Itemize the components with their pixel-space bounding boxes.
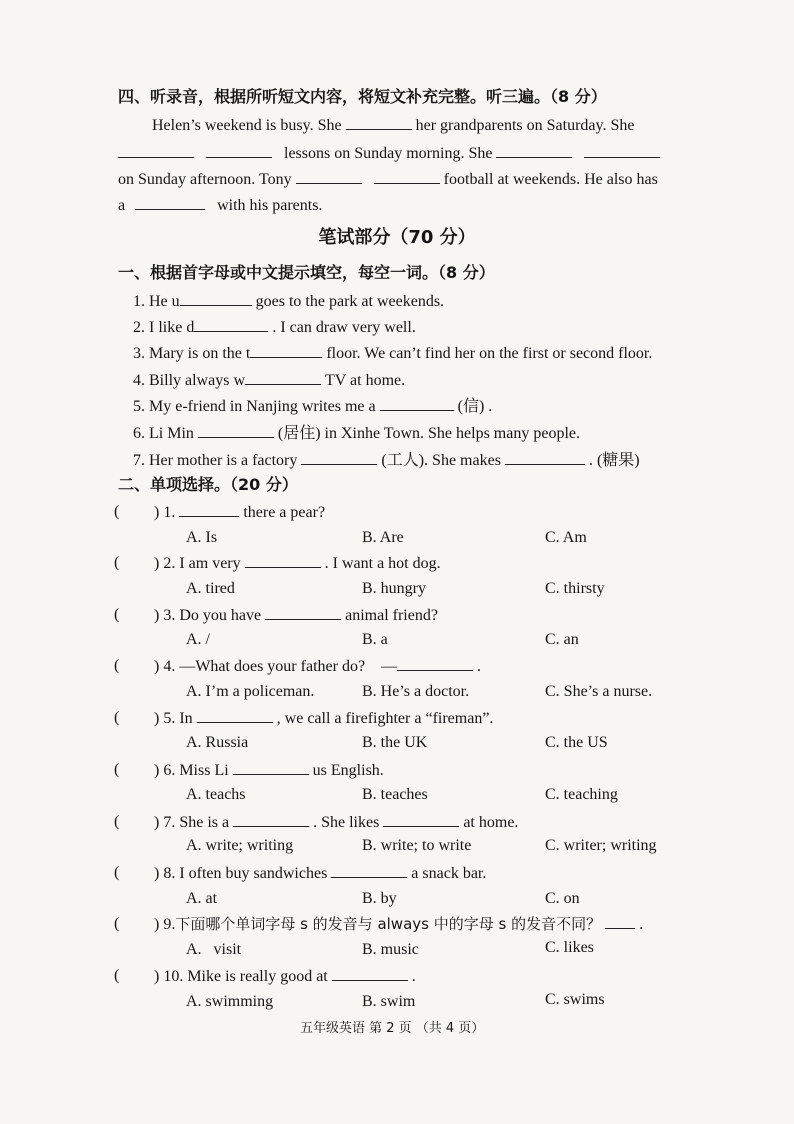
text: She is a [179, 814, 230, 831]
option-b[interactable]: B. by [362, 890, 397, 907]
answer-blank[interactable] [118, 142, 194, 158]
answer-blank[interactable] [301, 449, 377, 465]
option-a[interactable]: A. Is [186, 529, 218, 546]
answer-blank[interactable] [296, 168, 362, 184]
answer-blank[interactable] [198, 422, 274, 438]
part1-item-1 [133, 290, 444, 312]
answer-paren[interactable]: ( [114, 967, 120, 984]
option-c[interactable]: C. the US [545, 734, 608, 751]
answer-blank[interactable] [245, 369, 321, 385]
question-1 [154, 501, 325, 523]
text: I often buy sandwiches [179, 865, 328, 882]
text: animal friend? [345, 607, 438, 624]
question-number: ) 4. [154, 658, 176, 675]
text: In [179, 710, 193, 727]
text: lessons on Sunday morning. She [284, 145, 493, 162]
answer-paren[interactable]: ( [114, 915, 120, 932]
answer-paren[interactable]: ( [114, 503, 120, 520]
option-a[interactable]: A. at [186, 890, 218, 907]
text: , we call a firefighter a “fireman”. [276, 710, 494, 727]
option-b[interactable]: B. He’s a doctor. [362, 683, 470, 700]
answer-blank[interactable] [380, 395, 454, 411]
part1-item-7 [133, 449, 640, 471]
question-number: ) 1. [154, 504, 176, 521]
part2-heading: 二、单项选择。（20 分） [118, 475, 298, 494]
text: . I can draw very well. [272, 319, 416, 336]
option-a[interactable]: A. swimming [186, 993, 274, 1010]
option-a[interactable]: A. visit [186, 941, 242, 958]
section4-line2 [118, 142, 664, 164]
text: 3. Mary is on the t [133, 345, 251, 362]
question-8 [154, 862, 486, 884]
text: (工人). She makes [381, 452, 501, 469]
answer-blank[interactable] [383, 811, 459, 827]
part1-item-4 [133, 369, 405, 391]
written-part-title: 笔试部分（70 分） [318, 227, 476, 248]
option-b[interactable]: B. the UK [362, 734, 428, 751]
text: football at weekends. He also has [443, 171, 658, 188]
question-2 [154, 552, 441, 574]
answer-blank[interactable] [346, 114, 412, 130]
answer-paren[interactable]: ( [114, 709, 120, 726]
text: there a pear? [243, 504, 326, 521]
question-number: ) 8. [154, 865, 176, 882]
answer-blank[interactable] [584, 142, 660, 158]
answer-blank[interactable] [194, 316, 268, 332]
option-a[interactable]: A. tired [186, 580, 235, 597]
part1-item-3 [133, 342, 652, 364]
text: Mike is really good at [187, 968, 328, 985]
text: 下面哪个单词字母 s 的发音与 always 中的字母 s 的发音不同？ [175, 915, 602, 933]
answer-paren[interactable]: ( [114, 554, 120, 571]
text: . I want a hot dog. [324, 555, 441, 572]
section4-line4 [118, 194, 322, 216]
question-10 [154, 965, 416, 987]
text: (居住) in Xinhe Town. She helps many people. [277, 425, 580, 442]
section4-line1 [152, 114, 635, 136]
option-c[interactable]: C. Am [545, 529, 587, 546]
answer-blank[interactable] [179, 501, 239, 517]
text: a [118, 197, 126, 214]
option-a[interactable]: A. I’m a policeman. [186, 683, 315, 700]
answer-blank[interactable] [135, 194, 205, 210]
answer-blank[interactable] [374, 168, 440, 184]
answer-blank[interactable] [197, 707, 273, 723]
option-c[interactable]: C. thirsty [545, 580, 605, 597]
option-b[interactable]: B. teaches [362, 786, 428, 803]
text: floor. We can’t find her on the first or second floor. [326, 345, 653, 362]
option-a[interactable]: A. Russia [186, 734, 249, 751]
answer-blank[interactable] [331, 862, 407, 878]
answer-paren[interactable]: ( [114, 864, 120, 881]
question-9 [154, 913, 643, 935]
option-c[interactable]: C. swims [545, 991, 605, 1008]
text: 2. I like d [133, 319, 195, 336]
question-6 [154, 759, 384, 781]
part1-item-6 [133, 422, 580, 444]
answer-paren[interactable]: ( [114, 761, 120, 778]
answer-blank[interactable] [265, 604, 341, 620]
text: . [639, 916, 644, 933]
option-b[interactable]: B. hungry [362, 580, 426, 597]
section4-heading: 四、听录音，根据所听短文内容，将短文补充完整。听三遍。（8 分） [118, 87, 607, 106]
answer-blank[interactable] [505, 449, 585, 465]
question-number: ) 2. [154, 555, 176, 572]
question-number: ) 10. [154, 968, 184, 985]
text: . [411, 968, 416, 985]
text: TV at home. [325, 372, 406, 389]
option-a[interactable]: A. teachs [186, 786, 246, 803]
text: Do you have [179, 607, 262, 624]
text: her grandparents on Saturday. She [415, 117, 635, 134]
section4-line3 [118, 168, 658, 190]
text: at home. [463, 814, 519, 831]
option-b[interactable]: B. a [362, 631, 388, 648]
answer-blank[interactable] [397, 655, 473, 671]
option-c[interactable]: C. an [545, 631, 579, 648]
question-number: ) 9. [154, 916, 176, 933]
text: (信) . [457, 398, 493, 415]
text: —What does your father do? — [179, 658, 398, 675]
part1-item-2 [133, 316, 416, 338]
text: . She likes [313, 814, 380, 831]
text: goes to the park at weekends. [255, 293, 445, 310]
text: us English. [312, 762, 384, 779]
text: 1. He u [133, 293, 180, 310]
part1-item-5 [133, 395, 492, 417]
option-c[interactable]: C. She’s a nurse. [545, 683, 653, 700]
answer-blank[interactable] [233, 811, 309, 827]
question-number: ) 3. [154, 607, 176, 624]
answer-blank[interactable] [245, 552, 321, 568]
option-b[interactable]: B. swim [362, 993, 416, 1010]
option-a[interactable]: A. write; writing [186, 837, 294, 854]
text: a snack bar. [411, 865, 487, 882]
text: 5. My e-friend in Nanjing writes me a [133, 398, 376, 415]
option-a[interactable]: A. / [186, 631, 210, 648]
part1-heading: 一、根据首字母或中文提示填空，每空一词。（8 分） [118, 263, 495, 282]
text: 6. Li Min [133, 425, 194, 442]
option-b[interactable]: B. write; to write [362, 837, 472, 854]
answer-blank[interactable] [496, 142, 572, 158]
text: on Sunday afternoon. Tony [118, 171, 292, 188]
text: with his parents. [217, 197, 323, 214]
question-number: ) 7. [154, 814, 176, 831]
option-c[interactable]: C. writer; writing [545, 837, 657, 854]
answer-paren[interactable]: ( [114, 813, 120, 830]
text: Helen’s weekend is busy. She [152, 117, 342, 134]
option-c[interactable]: C. teaching [545, 786, 618, 803]
question-4 [154, 655, 481, 677]
option-b[interactable]: B. music [362, 941, 419, 958]
text: . (糖果) [588, 452, 640, 469]
text: 7. Her mother is a factory [133, 452, 298, 469]
answer-blank[interactable] [605, 913, 635, 929]
text: I am very [179, 555, 241, 572]
question-3 [154, 604, 438, 626]
text: Miss Li [179, 762, 229, 779]
question-5 [154, 707, 493, 729]
text: . [477, 658, 482, 675]
option-c[interactable]: C. on [545, 890, 580, 907]
page-footer: 五年级英语 第 2 页 （共 4 页） [300, 1021, 485, 1036]
answer-paren[interactable]: ( [114, 606, 120, 623]
question-7 [154, 811, 518, 833]
answer-blank[interactable] [180, 290, 252, 306]
option-b[interactable]: B. Are [362, 529, 404, 546]
question-number: ) 5. [154, 710, 176, 727]
answer-blank[interactable] [206, 142, 272, 158]
answer-blank[interactable] [332, 965, 408, 981]
question-number: ) 6. [154, 762, 176, 779]
option-c[interactable]: C. likes [545, 939, 594, 956]
answer-blank[interactable] [233, 759, 309, 775]
answer-blank[interactable] [250, 342, 322, 358]
text: 4. Billy always w [133, 372, 245, 389]
answer-paren[interactable]: ( [114, 657, 120, 674]
